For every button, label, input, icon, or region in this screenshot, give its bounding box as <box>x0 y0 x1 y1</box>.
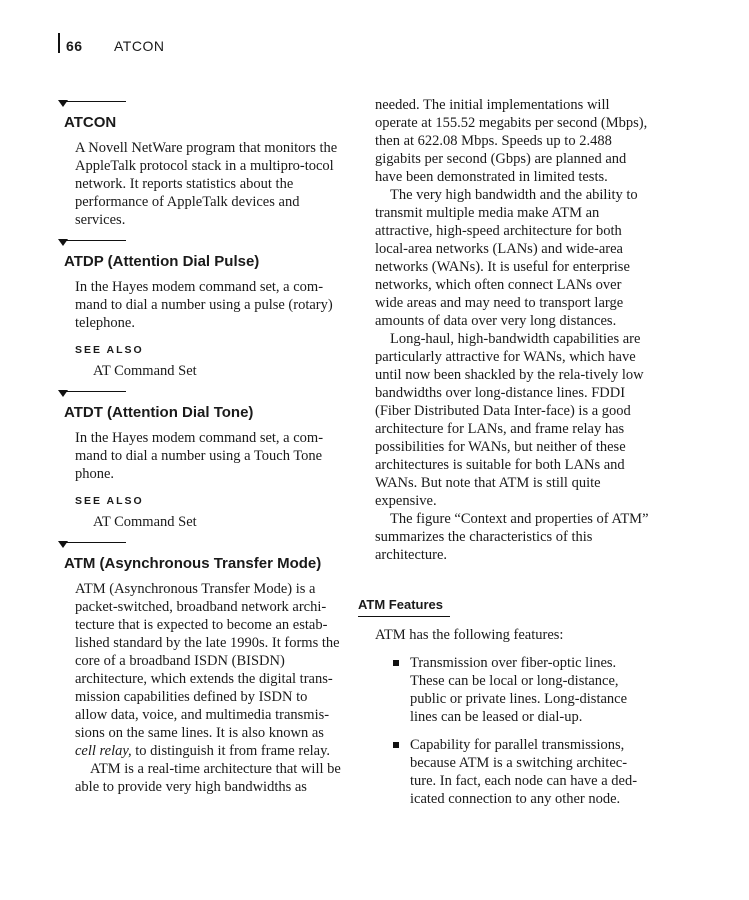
entry-title: ATDP (Attention Dial Pulse) <box>64 253 260 270</box>
see-also-item: AT Command Set <box>93 514 197 530</box>
list-item: Transmission over fiber-optic lines. These can be local or long-distance, public or private lines. Long-distance lines can be leased or dial-up. <box>393 654 648 726</box>
subhead-rule <box>358 616 450 617</box>
entry-body: In the Hayes modem command set, a com-mand to dial a number using a Touch Tone phone. <box>75 430 324 482</box>
entry-atdt <box>58 390 343 531</box>
entry-atdp <box>58 239 343 380</box>
paragraph: The figure “Context and properties of ATM” summarizes the characteristics of this architecture. <box>375 511 649 563</box>
see-also-label: SEE ALSO <box>75 344 144 356</box>
see-also-item: AT Command Set <box>93 363 197 379</box>
entry-marker <box>58 239 343 249</box>
list-item: Capability for parallel transmissions, because ATM is a switching architec-ture. In fact, each node can have a ded-icated connection to any other node. <box>393 736 648 808</box>
entry-marker <box>58 390 343 400</box>
bullet-icon <box>393 660 399 666</box>
paragraph: The very high bandwidth and the ability to transmit multiple media make ATM an attractive, high-speed architecture for both local-area networks (LANs) and wide-area networks (WANs). It is useful for enterprise networks, which often connect LANs over wide areas and may need to transport large amounts of data over very long distances. <box>375 187 638 329</box>
entry-title: ATDT (Attention Dial Tone) <box>64 404 254 421</box>
entry-body: A Novell NetWare program that monitors the AppleTalk protocol stack in a multipro-tocol network. It reports statistics about the performance of AppleTalk devices and services. <box>75 140 338 228</box>
column-right <box>375 96 650 564</box>
italic-term: cell relay, <box>75 743 132 759</box>
see-also-label: SEE ALSO <box>75 495 144 507</box>
entry-body: In the Hayes modem command set, a com-mand to dial a number using a pulse (rotary) telephone. <box>75 279 333 331</box>
entry-body: ATM (Asynchronous Transfer Mode) is a packet-switched, broadband network archi-tecture that is expected to become an estab-lished standard by the late 1990s. It forms the core of a broadband ISDN (BISDN) architecture, which extends the digital trans-mission capabilities defined by ISDN to allow data, voice, and multimedia transmis-sions on the same lines. It is also known as cell relay, to distinguish it from frame relay. ATM is a real-time architecture that will be able to provide very high bandwidths as <box>75 581 341 795</box>
bullet-icon <box>393 742 399 748</box>
paragraph: Long-haul, high-bandwidth capabilities are particularly attractive for WANs, which have until now been shackled by the rela-tively low bandwidths over long-distance lines. FDDI (Fiber Distributed Data Inter-face) is a good architecture for LANs, and frame relay has possibilities for WANs, but neither of these architectures is suitable for both LANs and WANs. But note that ATM is still quite expensive. <box>375 331 644 509</box>
entry-atm <box>58 541 343 796</box>
entry-title: ATM (Asynchronous Transfer Mode) <box>64 555 322 572</box>
entry-atcon <box>58 100 343 229</box>
features-intro: ATM has the following features: <box>375 627 564 643</box>
entry-title: ATCON <box>64 114 117 131</box>
entry-marker <box>58 100 343 110</box>
page-number: 66 <box>66 38 83 54</box>
header-rule <box>58 33 60 53</box>
section-subhead: ATM Features <box>358 597 443 612</box>
entry-marker <box>58 541 343 551</box>
running-title: ATCON <box>114 38 165 54</box>
paragraph: needed. The initial implementations will operate at 155.52 megabits per second (Mbps), then at 622.08 Mbps. Speeds up to 2.488 gigabits per second (Gbps) are planned and have been demonstrated in limited tests. <box>375 97 648 185</box>
